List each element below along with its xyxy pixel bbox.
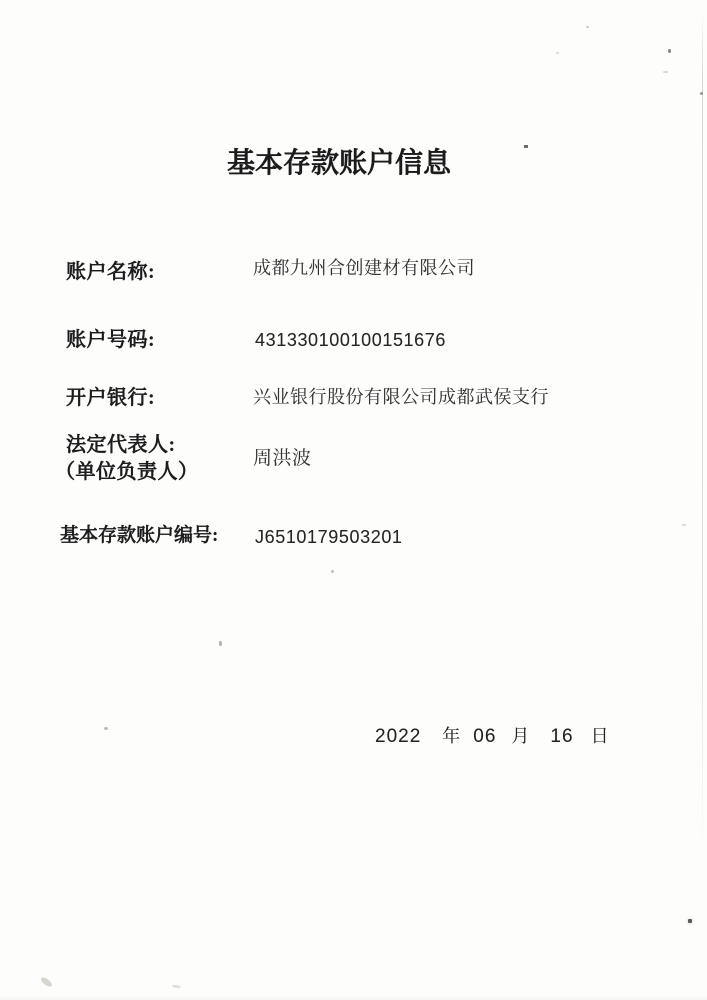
date-day-unit: 日: [590, 726, 609, 746]
scan-speck: [524, 145, 528, 148]
account-name-value: 成都九州合创建材有限公司: [253, 258, 475, 278]
scan-speck: [331, 570, 334, 573]
scan-speck: [688, 919, 692, 923]
legal-representative-label: 法定代表人:: [66, 434, 176, 456]
basic-account-id-label: 基本存款账户编号:: [60, 525, 219, 546]
issue-date: [375, 722, 609, 748]
account-name-label: 账户名称:: [66, 261, 156, 283]
scan-speck: [668, 49, 671, 53]
scan-speck: [586, 26, 589, 28]
account-number-label: 账户号码:: [66, 329, 156, 351]
scan-edge-line: [702, 12, 703, 862]
date-month-unit: 月: [511, 726, 530, 746]
scan-speck: [104, 727, 108, 730]
date-year: 2022: [375, 726, 422, 747]
scan-speck: [700, 92, 703, 95]
date-day: 16: [550, 726, 574, 747]
basic-account-id-value: J6510179503201: [255, 527, 403, 547]
scan-speck: [663, 71, 668, 73]
date-month: 06: [473, 726, 497, 747]
scan-speck: [219, 641, 222, 646]
scan-speck: [682, 524, 686, 526]
opening-bank-label: 开户银行:: [66, 387, 156, 409]
document-title: 基本存款账户信息: [227, 148, 452, 179]
opening-bank-value: 兴业银行股份有限公司成都武侯支行: [253, 387, 549, 407]
account-number-value: 431330100100151676: [255, 330, 446, 350]
scan-speck: [556, 52, 559, 54]
legal-representative-value: 周洪波: [253, 448, 312, 469]
scan-smudge: [172, 984, 181, 989]
date-year-unit: 年: [442, 726, 461, 746]
unit-responsible-person-label: （单位负责人）: [55, 461, 199, 483]
scan-smudge: [40, 976, 54, 989]
